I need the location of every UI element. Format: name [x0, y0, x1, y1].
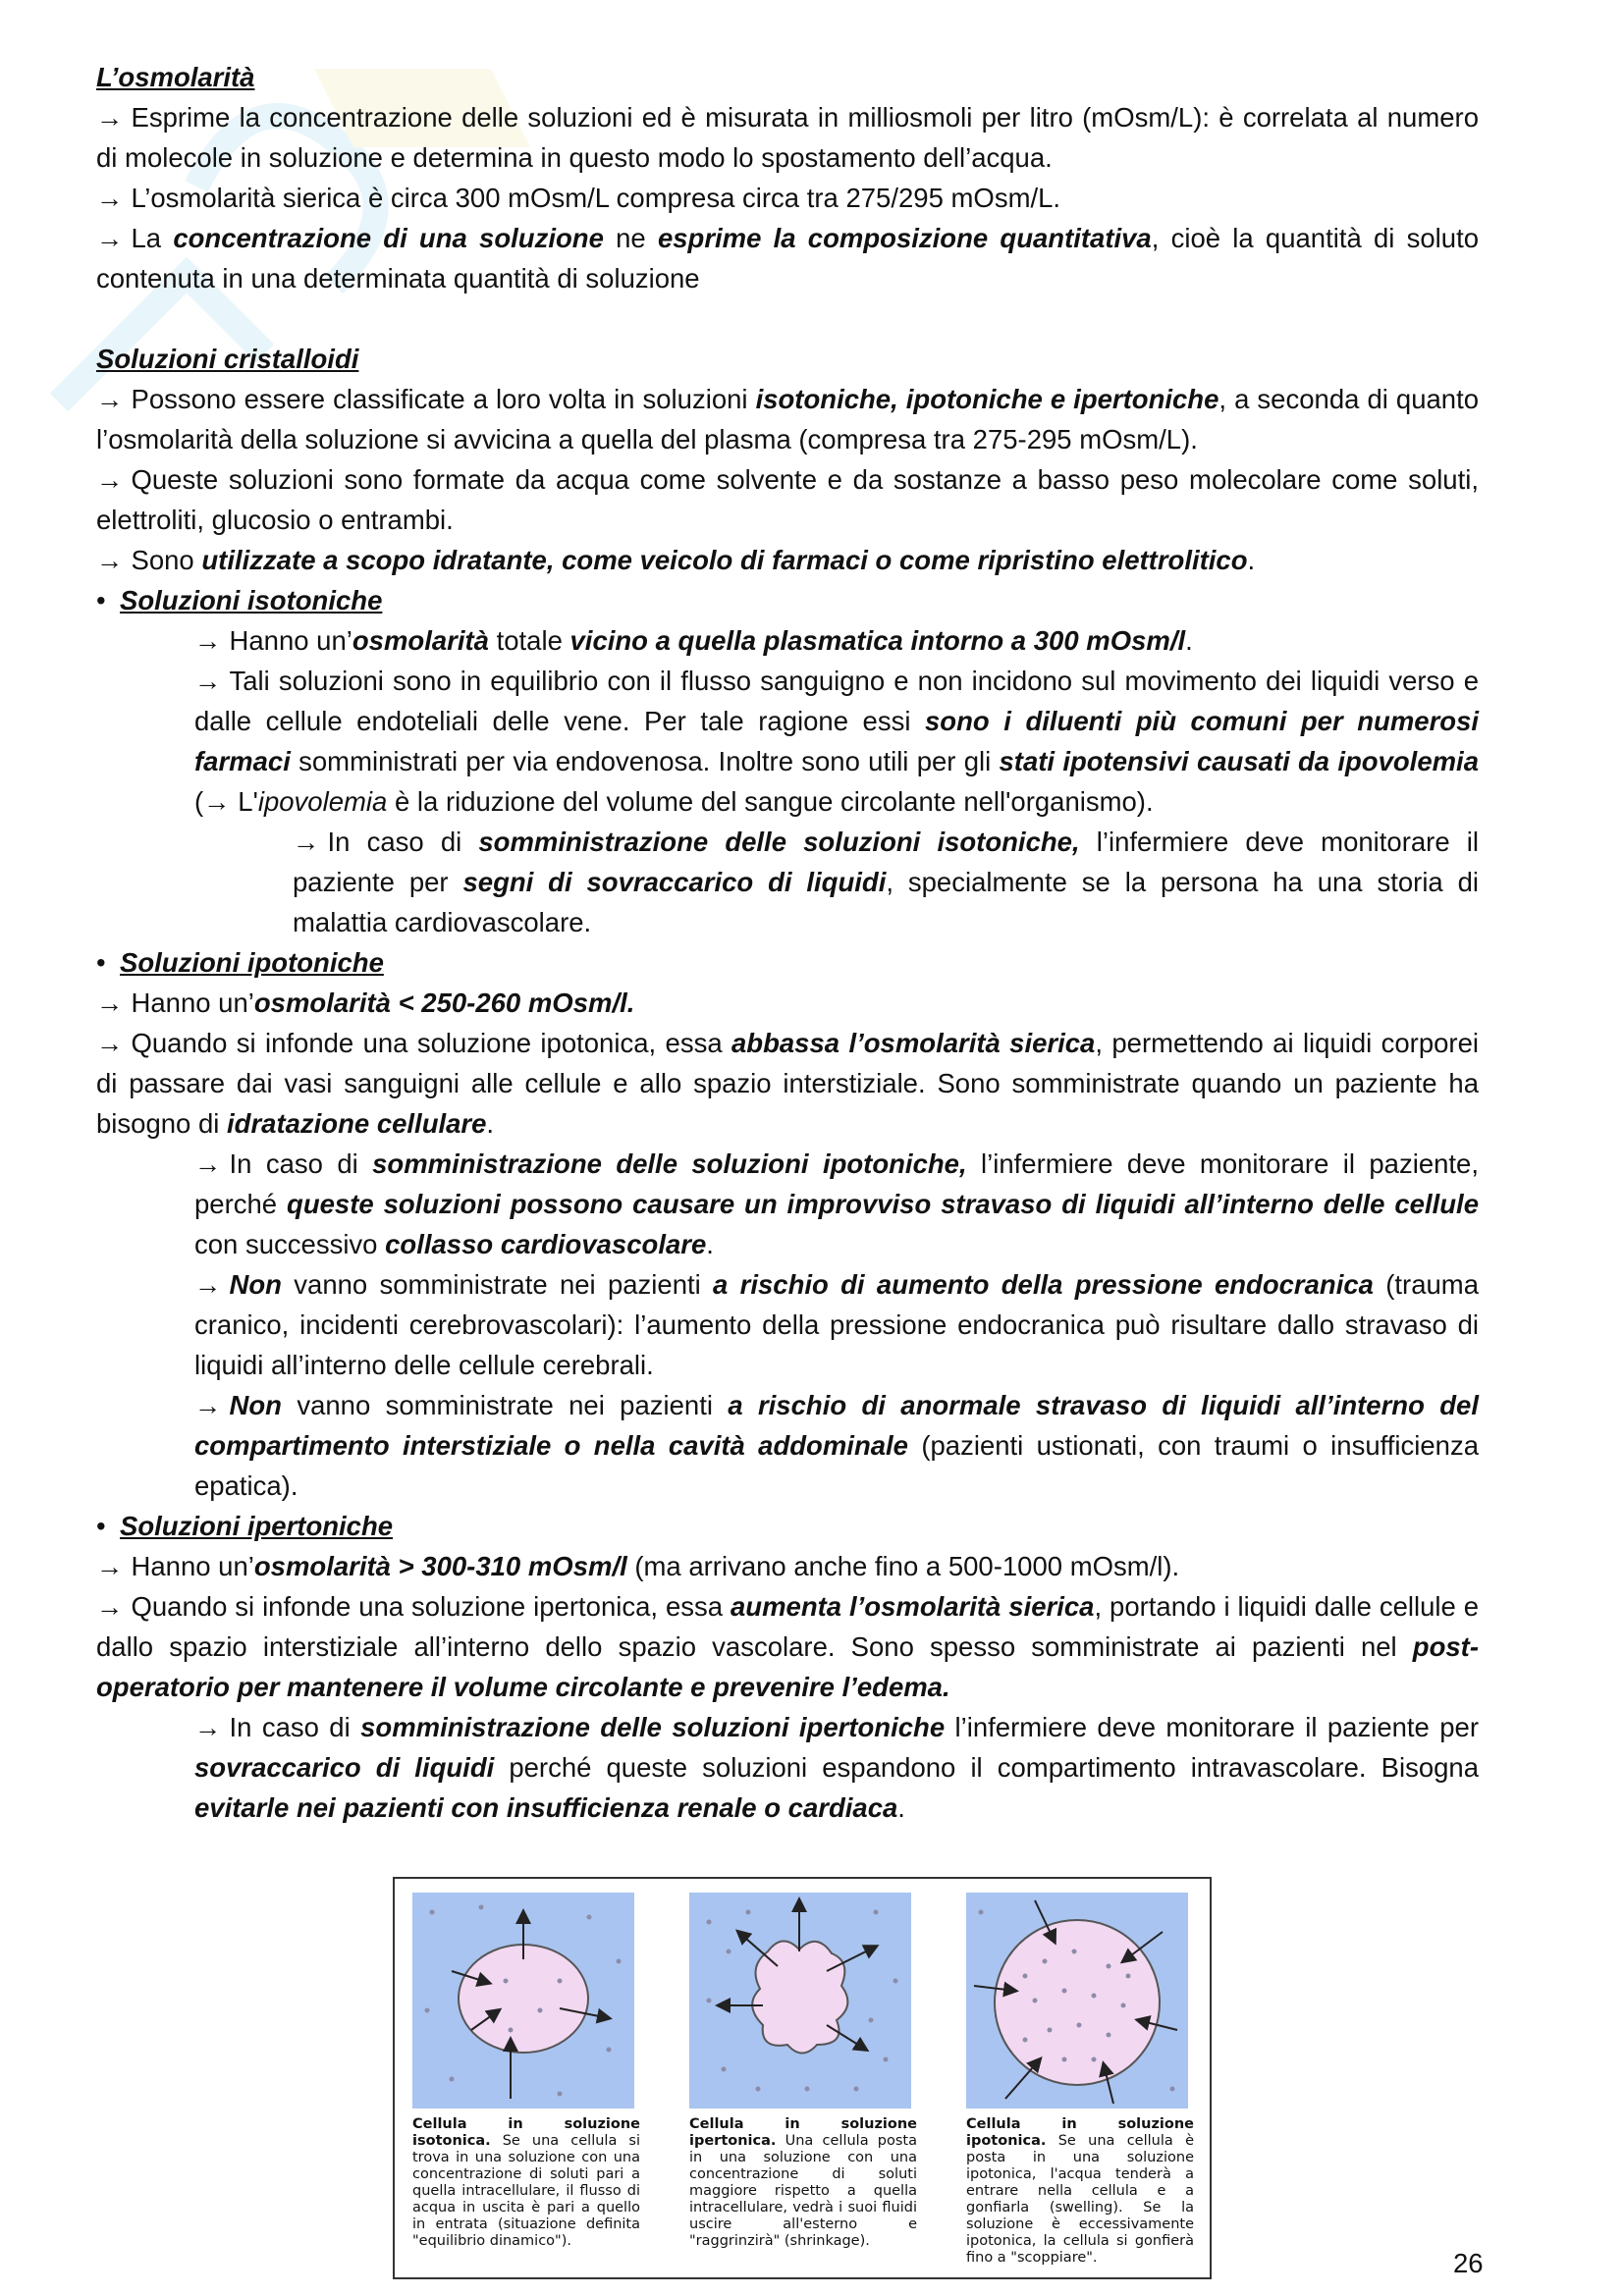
section-title-cristalloidi: Soluzioni cristalloidi	[96, 344, 359, 374]
caption: Cellula in soluzione ipertonica. Una cellula posta in una soluzione con una concentrazione di soluti maggiore rispetto a quella intracellulare, vedrà i suoi fluidi uscire all'esterno e "raggrinzirà" (shrinkage).	[689, 2116, 917, 2249]
paragraph: → Non vanno somministrate nei pazienti a rischio di aumento della pressione endocranica (trauma cranico, incidenti cerebrovascolari): l’aumento della pressione endocranica può risultare dallo stravaso di liquidi all’interno delle cellule cerebrali.	[194, 1269, 1480, 1380]
caption: Cellula in soluzione isotonica. Se una cellula si trova in una soluzione con una concentrazione di soluti pari a quella intracellulare, il flusso di acqua in uscita è pari a quello in entrata (situazione definita "equilibrio dinamico").	[412, 2116, 640, 2249]
subsection-title-isotoniche: • Soluzioni isotoniche	[96, 580, 1479, 620]
paragraph: → In caso di somministrazione delle soluzioni isotoniche, l’infermiere deve monitorare il paziente per segni di sovraccarico di liquidi, specialmente se la persona ha una storia di malattia cardiovascolare.	[293, 827, 1480, 937]
arrow-icon: →	[96, 1028, 124, 1058]
arrow-icon: →	[203, 786, 231, 817]
paragraph: → In caso di somministrazione delle soluzioni ipotoniche, l’infermiere deve monitorare il paziente, perché queste soluzioni possono causare un improvviso stravaso di liquidi all’interno delle cellule con successivo collasso cardiovascolare.	[194, 1148, 1479, 1259]
page-number: 26	[1453, 2248, 1484, 2278]
arrow-icon: →	[96, 464, 124, 495]
arrow-icon: →	[96, 183, 124, 213]
hypotonic-cell-diagram	[966, 1893, 1188, 2109]
arrow-icon: →	[96, 545, 124, 575]
arrow-icon: →	[96, 1551, 124, 1581]
paragraph: → In caso di somministrazione delle soluzioni ipertoniche l’infermiere deve monitorare il paziente per sovraccarico di liquidi perché queste soluzioni espandono il compartimento intravascolare. Bisogna evitarle nei pazienti con insufficienza renale o cardiaca.	[194, 1712, 1479, 1823]
paragraph: → Hanno un’osmolarità < 250-260 mOsm/l.	[96, 988, 635, 1018]
arrow-icon: →	[194, 1390, 222, 1420]
arrow-icon: →	[194, 1712, 222, 1742]
osmosis-figure	[393, 1877, 1212, 2279]
arrow-icon: →	[194, 625, 222, 656]
subsection-title-ipertoniche: • Soluzioni ipertoniche	[96, 1506, 1479, 1546]
paragraph: → Tali soluzioni sono in equilibrio con il flusso sanguigno e non incidono sul movimento dei liquidi verso e dalle cellule endoteliali delle vene. Per tale ragione essi sono i diluenti più comuni per numerosi farmaci somministrati per via endovenosa. Inoltre sono utili per gli stati ipotensivi causati da ipovolemia (→ L'ipovolemia è la riduzione del volume del sangue circolante nell'organismo).	[194, 666, 1479, 817]
arrow-icon: →	[96, 223, 124, 253]
paragraph: → La concentrazione di una soluzione ne esprime la composizione quantitativa, cioè la quantità di soluto contenuta in una determinata quantità di soluzione	[96, 223, 1480, 294]
hypertonic-cell-diagram	[689, 1893, 911, 2109]
paragraph: → Quando si infonde una soluzione ipotonica, essa abbassa l’osmolarità sierica, permettendo ai liquidi corporei di passare dai vasi sanguigni alle cellule e allo spazio interstiziale. Sono somministrate quando un paziente ha bisogno di idratazione cellulare.	[96, 1028, 1479, 1139]
paragraph: → L’osmolarità sierica è circa 300 mOsm/L compresa circa tra 275/295 mOsm/L.	[96, 183, 1061, 213]
paragraph: → Quando si infonde una soluzione ipertonica, essa aumenta l’osmolarità sierica, portando i liquidi dalle cellule e dallo spazio interstiziale all’interno dello spazio vascolare. Sono spesso somministrate ai pazienti nel post-operatorio per mantenere il volume circolante e prevenire l’edema.	[96, 1591, 1480, 1702]
paragraph: → Possono essere classificate a loro volta in soluzioni isotoniche, ipotoniche e ipertoniche, a seconda di quanto l’osmolarità della soluzione si avvicina a quella del plasma (compresa tra 275-295 mOsm/L).	[96, 384, 1480, 454]
document-body	[96, 57, 1479, 1828]
arrow-icon: →	[96, 988, 124, 1018]
bullet-icon: •	[96, 585, 106, 615]
paragraph: → Hanno un’osmolarità totale vicino a quella plasmatica intorno a 300 mOsm/l.	[194, 625, 1193, 656]
paragraph: → Sono utilizzate a scopo idratante, come veicolo di farmaci o come ripristino elettrolitico.	[96, 545, 1256, 575]
arrow-icon: →	[96, 384, 124, 414]
subsection-title-ipotoniche: • Soluzioni ipotoniche	[96, 942, 1479, 983]
bullet-icon: •	[96, 1511, 106, 1541]
bullet-icon: •	[96, 947, 106, 978]
panel-isotonic	[412, 1893, 640, 2266]
panel-hypotonic	[966, 1893, 1194, 2266]
arrow-icon: →	[96, 102, 124, 133]
panel-hypertonic	[689, 1893, 917, 2266]
paragraph: → Non vanno somministrate nei pazienti a rischio di anormale stravaso di liquidi all’interno del compartimento interstiziale o nella cavità addominale (pazienti ustionati, con traumi o insufficienza epatica).	[194, 1390, 1480, 1501]
isotonic-cell-diagram	[412, 1893, 634, 2109]
paragraph: → Esprime la concentrazione delle soluzioni ed è misurata in milliosmoli per litro (mOsm/L): è correlata al numero di molecole in soluzione e determina in questo modo lo spostamento dell’acqua.	[96, 102, 1479, 173]
arrow-icon: →	[194, 1148, 222, 1179]
arrow-icon: →	[194, 1269, 222, 1300]
arrow-icon: →	[96, 1591, 124, 1622]
section-title-osmolarita: L’osmolarità	[96, 62, 255, 92]
paragraph: → Hanno un’osmolarità > 300-310 mOsm/l (ma arrivano anche fino a 500-1000 mOsm/l).	[96, 1551, 1180, 1581]
arrow-icon: →	[293, 827, 320, 857]
caption: Cellula in soluzione ipotonica. Se una cellula è posta in una soluzione ipotonica, l'acqua tenderà a entrare nella cellula e a gonfiarla (swelling). Se la soluzione è eccessivamente ipotonica, la cellula si gonfierà fino a "scoppiare".	[966, 2116, 1194, 2266]
arrow-icon: →	[194, 666, 222, 696]
paragraph: → Queste soluzioni sono formate da acqua come solvente e da sostanze a basso peso molecolare come soluti, elettroliti, glucosio o entrambi.	[96, 464, 1479, 535]
